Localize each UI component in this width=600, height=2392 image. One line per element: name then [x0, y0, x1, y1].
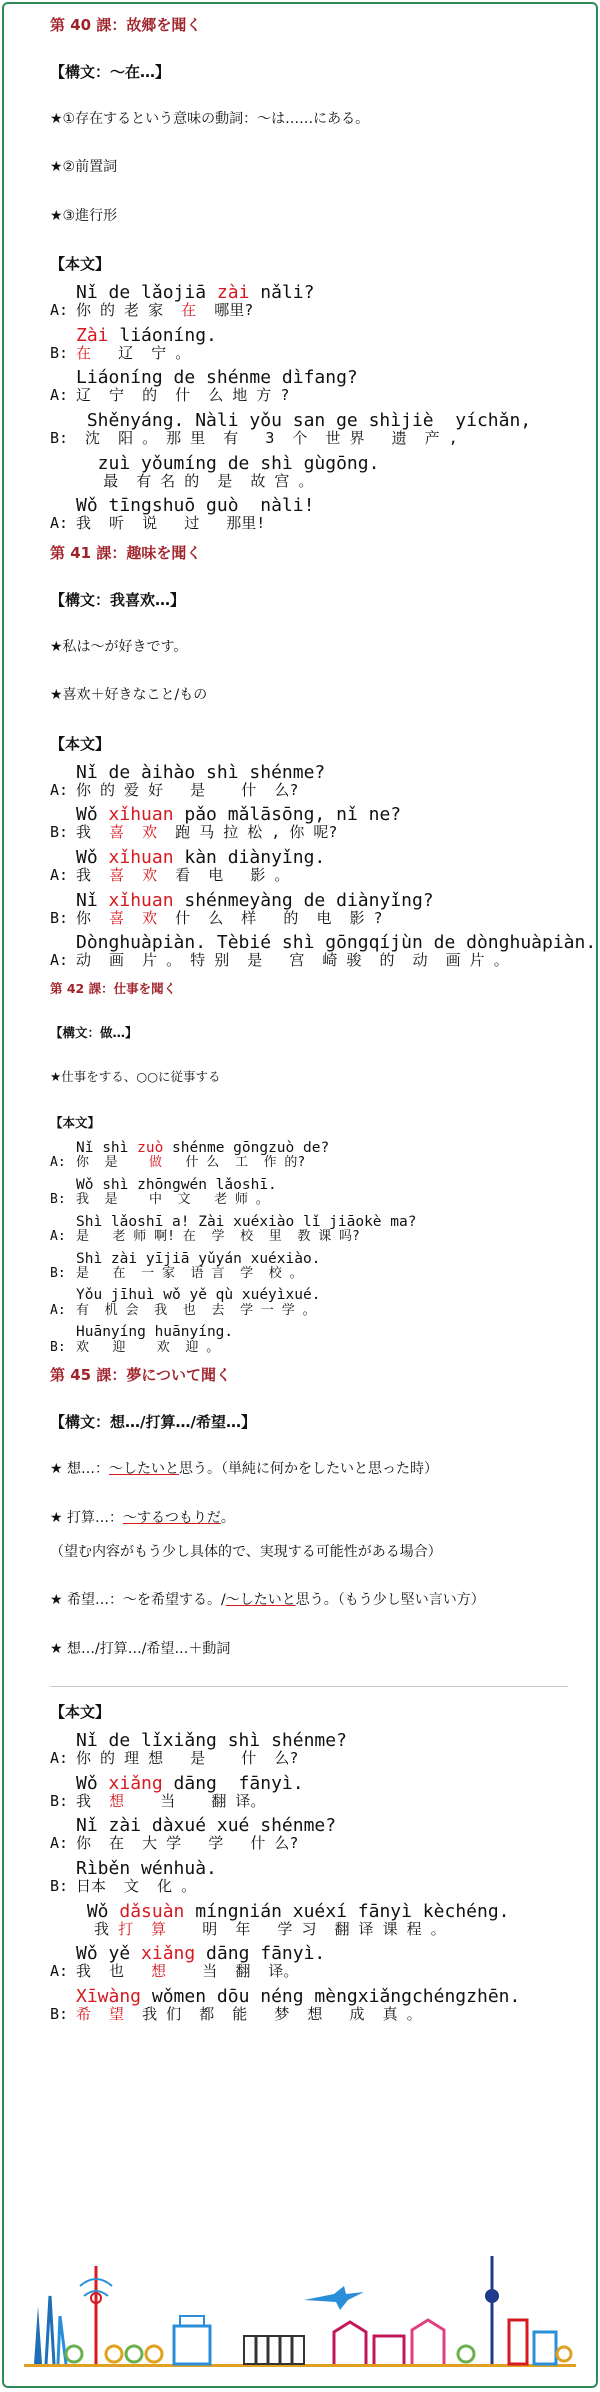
- pattern-item-part: 思う。（もう少し堅い言い方）: [295, 1592, 485, 1609]
- pinyin-segment: Huānyíng huānyíng.: [76, 1324, 234, 1341]
- pinyin-segment: Wǒ: [76, 1772, 109, 1794]
- speaker-label: A:: [50, 514, 69, 533]
- pinyin-segment: Xīwàng: [76, 1985, 142, 2007]
- hanzi-segment: 动 画 片 。 特 别 是 宫 崎 骏 的 动 画 片 。: [76, 951, 509, 970]
- pinyin-segment: xiǎng: [108, 1772, 163, 1794]
- pinyin-segment: liáoníng.: [108, 324, 217, 346]
- pinyin-segment: kàn diànyǐng.: [173, 847, 326, 869]
- hanzi-segment: 最 有 名 的 是 故 宫 。: [76, 471, 314, 490]
- hanzi-segment: 我: [76, 1791, 110, 1810]
- hanzi-segment: 我: [76, 823, 110, 842]
- pinyin-segment: Nǐ shì: [76, 1140, 138, 1156]
- speaker-label: A:: [50, 1834, 69, 1853]
- pinyin-segment: Wǒ yě: [76, 1943, 142, 1965]
- hanzi-line: [50, 343, 568, 362]
- hanzi-segment: 做: [148, 1155, 162, 1171]
- dialogue-line: [50, 1325, 568, 1354]
- pinyin-segment: Nǐ de lǐxiǎng shì shénme?: [76, 1730, 347, 1752]
- document-page: [2, 2, 598, 2388]
- dialogue-line: [50, 889, 568, 927]
- hanzi-line: [50, 428, 568, 447]
- pattern-item: [50, 1638, 568, 1660]
- hanzi-segment: 在: [181, 301, 197, 320]
- text-heading: 【本文】: [50, 1703, 111, 1722]
- speaker-label: B:: [50, 343, 69, 362]
- pinyin-segment: xǐhuan: [108, 804, 174, 826]
- pinyin-segment: xiǎng: [141, 1943, 196, 1965]
- pattern-heading: 【構文：做…】: [50, 1025, 138, 1040]
- hanzi-line: [50, 1341, 568, 1355]
- pattern-item-part: ～したいと: [109, 1461, 180, 1478]
- lesson-section: [50, 14, 568, 532]
- hanzi-segment: 你: [76, 908, 110, 927]
- hanzi-segment: 我: [76, 1919, 119, 1938]
- hanzi-line: [50, 908, 568, 927]
- hanzi-segment: 你 在 大 学 学 什 么?: [76, 1834, 299, 1853]
- hanzi-segment: 你 的 老 家: [76, 301, 182, 320]
- dialogue: [50, 284, 568, 532]
- pinyin-segment: zuò: [137, 1140, 164, 1156]
- dialogue: [50, 1732, 568, 2022]
- pinyin-segment: Wǒ: [76, 1900, 120, 1922]
- pattern-item-part: ★ 希望…：～を希望する。/: [50, 1592, 226, 1609]
- hanzi-segment: 喜 欢: [109, 908, 158, 927]
- hanzi-segment: 哪里?: [196, 301, 254, 320]
- lesson-title: 第 42 課：仕事を聞く: [50, 981, 177, 996]
- hanzi-segment: 是 老 师 啊! 在 学 校 里 教 课 吗?: [76, 1228, 360, 1244]
- pinyin-segment: Shì zài yījiā yǔyán xuéxiào.: [76, 1250, 321, 1267]
- speaker-label: B:: [50, 2004, 69, 2023]
- pinyin-segment: Nǐ: [76, 889, 109, 911]
- pattern-item-part: 。: [220, 1509, 235, 1526]
- pattern-item: ★喜欢＋好きなこと/もの: [50, 687, 208, 704]
- dialogue-line: [50, 1252, 568, 1281]
- pattern-item-part: ★ 打算…：: [50, 1509, 124, 1526]
- hanzi-line: [50, 1193, 568, 1207]
- hanzi-line: [50, 1304, 568, 1318]
- hanzi-segment: 喜 欢: [109, 865, 158, 884]
- text-heading: 【本文】: [50, 1115, 101, 1130]
- hanzi-segment: 你 的 爱 好 是 什 么?: [76, 780, 299, 799]
- hanzi-line: [50, 953, 568, 969]
- speaker-label: B:: [50, 823, 69, 842]
- pinyin-segment: Shěnyáng. Nàli yǒu san ge shìjiè yíchǎn,: [76, 410, 532, 432]
- pattern-heading: 【構文：～在…】: [50, 63, 171, 81]
- pinyin-line: [50, 1288, 568, 1303]
- dialogue-line: [50, 1732, 568, 1767]
- hanzi-line: [50, 388, 568, 404]
- speaker-label: A:: [50, 951, 69, 970]
- lesson-title: 第 45 課：夢について聞く: [50, 1366, 232, 1385]
- pinyin-segment: Dònghuàpiàn. Tèbié shì gōngqíjùn de dònghuàpiàn.: [76, 932, 597, 954]
- pinyin-segment: Liáoníng de shénme dìfang?: [76, 367, 358, 389]
- hanzi-segment: 我 是 中 文 老 师 。: [76, 1192, 269, 1208]
- dialogue-line: [50, 1900, 568, 1938]
- pinyin-segment: zài: [216, 282, 250, 304]
- pinyin-segment: dāng fānyì.: [195, 1943, 326, 1965]
- hanzi-segment: 欢 迎 欢 迎 。: [76, 1339, 220, 1355]
- speaker-label: A:: [50, 1962, 69, 1981]
- lesson-section: [50, 979, 568, 1354]
- pattern-item: ★③進行形: [50, 207, 118, 224]
- speaker-label: A:: [50, 1228, 66, 1244]
- text-heading: 【本文】: [50, 255, 111, 274]
- hanzi-line: [50, 1876, 568, 1895]
- speaker-label: A:: [50, 865, 69, 884]
- hanzi-segment: 你 是: [76, 1155, 149, 1171]
- hanzi-line: [50, 1156, 568, 1170]
- speaker-label: B:: [50, 1192, 66, 1208]
- pattern-item: [50, 1507, 568, 1529]
- dialogue-line: [50, 452, 568, 490]
- pattern-item: [50, 1589, 568, 1611]
- hanzi-segment: 什 么 工 作 的?: [161, 1155, 306, 1171]
- speaker-label: A:: [50, 1749, 69, 1767]
- speaker-label: A:: [50, 1302, 66, 1318]
- dialogue-line: [50, 497, 568, 532]
- dialogue-line: [50, 1817, 568, 1852]
- hanzi-segment: 你 的 理 想 是 什 么?: [76, 1749, 299, 1767]
- pinyin-segment: míngnián xuéxí fānyì kèchéng.: [184, 1900, 510, 1922]
- pinyin-segment: Nǐ de àihào shì shénme?: [76, 761, 326, 783]
- pinyin-line: [50, 1215, 568, 1230]
- pinyin-segment: Rìběn wénhuà.: [76, 1858, 217, 1880]
- hanzi-segment: 想: [109, 1791, 125, 1810]
- pinyin-segment: Wǒ: [76, 804, 109, 826]
- hanzi-segment: 沈 阳 。 那 里 有 3 个 世 界 遗 产 ,: [76, 428, 458, 447]
- speaker-label: A:: [50, 301, 69, 320]
- dialogue-line: [50, 1178, 568, 1207]
- pattern-heading: 【構文：我喜欢…】: [50, 591, 186, 610]
- hanzi-line: [50, 1751, 568, 1767]
- pinyin-segment: Zài: [76, 324, 109, 346]
- hanzi-segment: 是 在 一 家 语 言 学 校 。: [76, 1265, 303, 1281]
- dialogue-line: [50, 284, 568, 319]
- speaker-label: B:: [50, 428, 69, 447]
- pattern-item: ★仕事をする、○○に従事する: [50, 1069, 221, 1084]
- text-heading: 【本文】: [50, 734, 111, 753]
- lesson-section: [50, 542, 597, 970]
- dialogue-line: [50, 369, 568, 404]
- lesson-section: [50, 1364, 568, 2022]
- hanzi-line: [50, 1791, 568, 1810]
- pinyin-line: [50, 1141, 568, 1156]
- hanzi-line: [50, 1267, 568, 1281]
- pattern-item: [50, 1458, 568, 1480]
- pattern-item: ★②前置詞: [50, 159, 118, 176]
- pinyin-segment: Wǒ: [76, 847, 109, 869]
- speaker-label: B:: [50, 1265, 66, 1281]
- hanzi-segment: 我 也: [76, 1962, 152, 1981]
- hanzi-line: [50, 1919, 568, 1938]
- hanzi-line: [50, 780, 568, 799]
- city-skyline-illustration: [4, 2236, 596, 2386]
- hanzi-segment: 看 电 影 。: [157, 865, 290, 884]
- pattern-item: ★私は～が好きです。: [50, 639, 188, 656]
- pattern-item-part: 思う。（単純に何かをしたいと思った時）: [179, 1461, 439, 1478]
- hanzi-line: [50, 303, 568, 319]
- hanzi-segment: 当 翻 译。: [124, 1791, 266, 1810]
- dialogue-line: [50, 1985, 568, 2023]
- lesson-title: 第 40 課：故郷を聞く: [50, 16, 202, 34]
- hanzi-segment: 喜 欢: [109, 823, 158, 842]
- dialogue-line: [50, 1141, 568, 1170]
- dialogue-line: [50, 932, 597, 970]
- pinyin-segment: pǎo mǎlāsōng, nǐ ne?: [173, 804, 402, 826]
- hanzi-segment: 当 翻 译。: [166, 1962, 299, 1981]
- pinyin-segment: zuì yǒumíng de shì gùgōng.: [76, 452, 380, 474]
- speaker-label: A:: [50, 386, 69, 405]
- pinyin-segment: Nǐ de lǎojiā: [76, 282, 217, 304]
- divider: [50, 1686, 568, 1687]
- lesson-title: 第 41 課：趣味を聞く: [50, 544, 202, 563]
- hanzi-segment: 明 年 学 习 翻 译 课 程 。: [166, 1919, 446, 1938]
- hanzi-segment: 在: [76, 343, 92, 362]
- hanzi-segment: 辽 宁 的 什 么 地 方 ?: [76, 386, 290, 405]
- pinyin-segment: Yǒu jīhuì wǒ yě qù xuéyìxué.: [76, 1287, 321, 1304]
- speaker-label: B:: [50, 1791, 69, 1810]
- hanzi-segment: 我: [76, 865, 110, 884]
- pinyin-segment: Wǒ tīngshuō guò nàli!: [76, 495, 315, 517]
- pattern-item-part: ★ 想…/打算…/希望…＋動詞: [50, 1640, 231, 1657]
- hanzi-segment: 辽 宁 。: [91, 343, 191, 362]
- pinyin-segment: shénmeyàng de diànyǐng?: [173, 889, 434, 911]
- hanzi-line: [50, 516, 568, 532]
- pattern-item-part: ～したいと: [225, 1592, 296, 1609]
- pinyin-segment: Nǐ zài dàxué xué shénme?: [76, 1815, 337, 1837]
- dialogue-line: [50, 412, 568, 447]
- pinyin-segment: xǐhuan: [108, 889, 174, 911]
- speaker-label: B:: [50, 1876, 69, 1895]
- dialogue: [50, 761, 597, 970]
- hanzi-segment: 有 机 会 我 也 去 学 一 学 。: [76, 1302, 316, 1318]
- dialogue-line: [50, 806, 568, 841]
- hanzi-segment: 我 们 都 能 梦 想 成 真 。: [124, 2004, 422, 2023]
- lessons-container: [4, 4, 596, 2023]
- hanzi-line: [50, 825, 568, 841]
- hanzi-line: [50, 1836, 568, 1852]
- dialogue-line: [50, 1288, 568, 1317]
- pinyin-segment: shénme gōngzuò de?: [163, 1140, 330, 1156]
- dialogue-line: [50, 1945, 568, 1980]
- pinyin-segment: nǎli?: [249, 282, 315, 304]
- hanzi-line: [50, 2004, 568, 2023]
- pattern-item: [50, 1541, 568, 1563]
- hanzi-segment: 希 望: [76, 2004, 125, 2023]
- hanzi-segment: 打 算: [118, 1919, 167, 1938]
- dialogue-line: [50, 324, 568, 362]
- dialogue-line: [50, 1215, 568, 1244]
- dialogue-line: [50, 761, 568, 799]
- hanzi-line: [50, 1230, 568, 1244]
- hanzi-segment: 想: [151, 1962, 167, 1981]
- pinyin-segment: Shì lǎoshī a! Zài xuéxiào lǐ jiāokè ma?: [76, 1213, 417, 1230]
- pattern-heading: 【構文：想…/打算…/希望…】: [50, 1413, 256, 1432]
- hanzi-segment: 我 听 说 过 那里!: [76, 514, 266, 533]
- hanzi-line: [50, 865, 568, 884]
- speaker-label: B:: [50, 1339, 66, 1355]
- hanzi-segment: 日本 文 化 。: [76, 1876, 197, 1895]
- dialogue: [50, 1141, 568, 1354]
- pattern-item-part: ★ 想…：: [50, 1461, 110, 1478]
- hanzi-line: [50, 471, 568, 490]
- pinyin-segment: Wǒ shì zhōngwén lǎoshī.: [76, 1176, 277, 1193]
- pattern-item-part: ～するつもりだ: [123, 1509, 221, 1526]
- pinyin-line: [50, 1178, 568, 1193]
- pinyin-segment: dāng fānyì.: [162, 1772, 304, 1794]
- pinyin-line: [50, 1325, 568, 1340]
- pinyin-segment: wǒmen dōu néng mèngxiǎngchéngzhēn.: [141, 1985, 521, 2007]
- pinyin-line: [50, 1252, 568, 1267]
- dialogue-line: [50, 1860, 568, 1895]
- pinyin-segment: dǎsuàn: [119, 1900, 185, 1922]
- dialogue-line: [50, 849, 568, 884]
- pinyin-segment: xǐhuan: [108, 847, 174, 869]
- speaker-label: A:: [50, 780, 69, 799]
- speaker-label: B:: [50, 908, 69, 927]
- hanzi-segment: 跑 马 拉 松 , 你 呢?: [157, 823, 338, 842]
- pattern-item: ★①存在するという意味の動詞：～は……にある。: [50, 111, 370, 127]
- hanzi-segment: 什 么 样 的 电 影 ?: [157, 908, 383, 927]
- pattern-item-part: （望む内容がもう少し具体的で、実現する可能性がある場合）: [50, 1543, 442, 1560]
- speaker-label: A:: [50, 1155, 66, 1171]
- dialogue-line: [50, 1772, 568, 1810]
- hanzi-line: [50, 1964, 568, 1980]
